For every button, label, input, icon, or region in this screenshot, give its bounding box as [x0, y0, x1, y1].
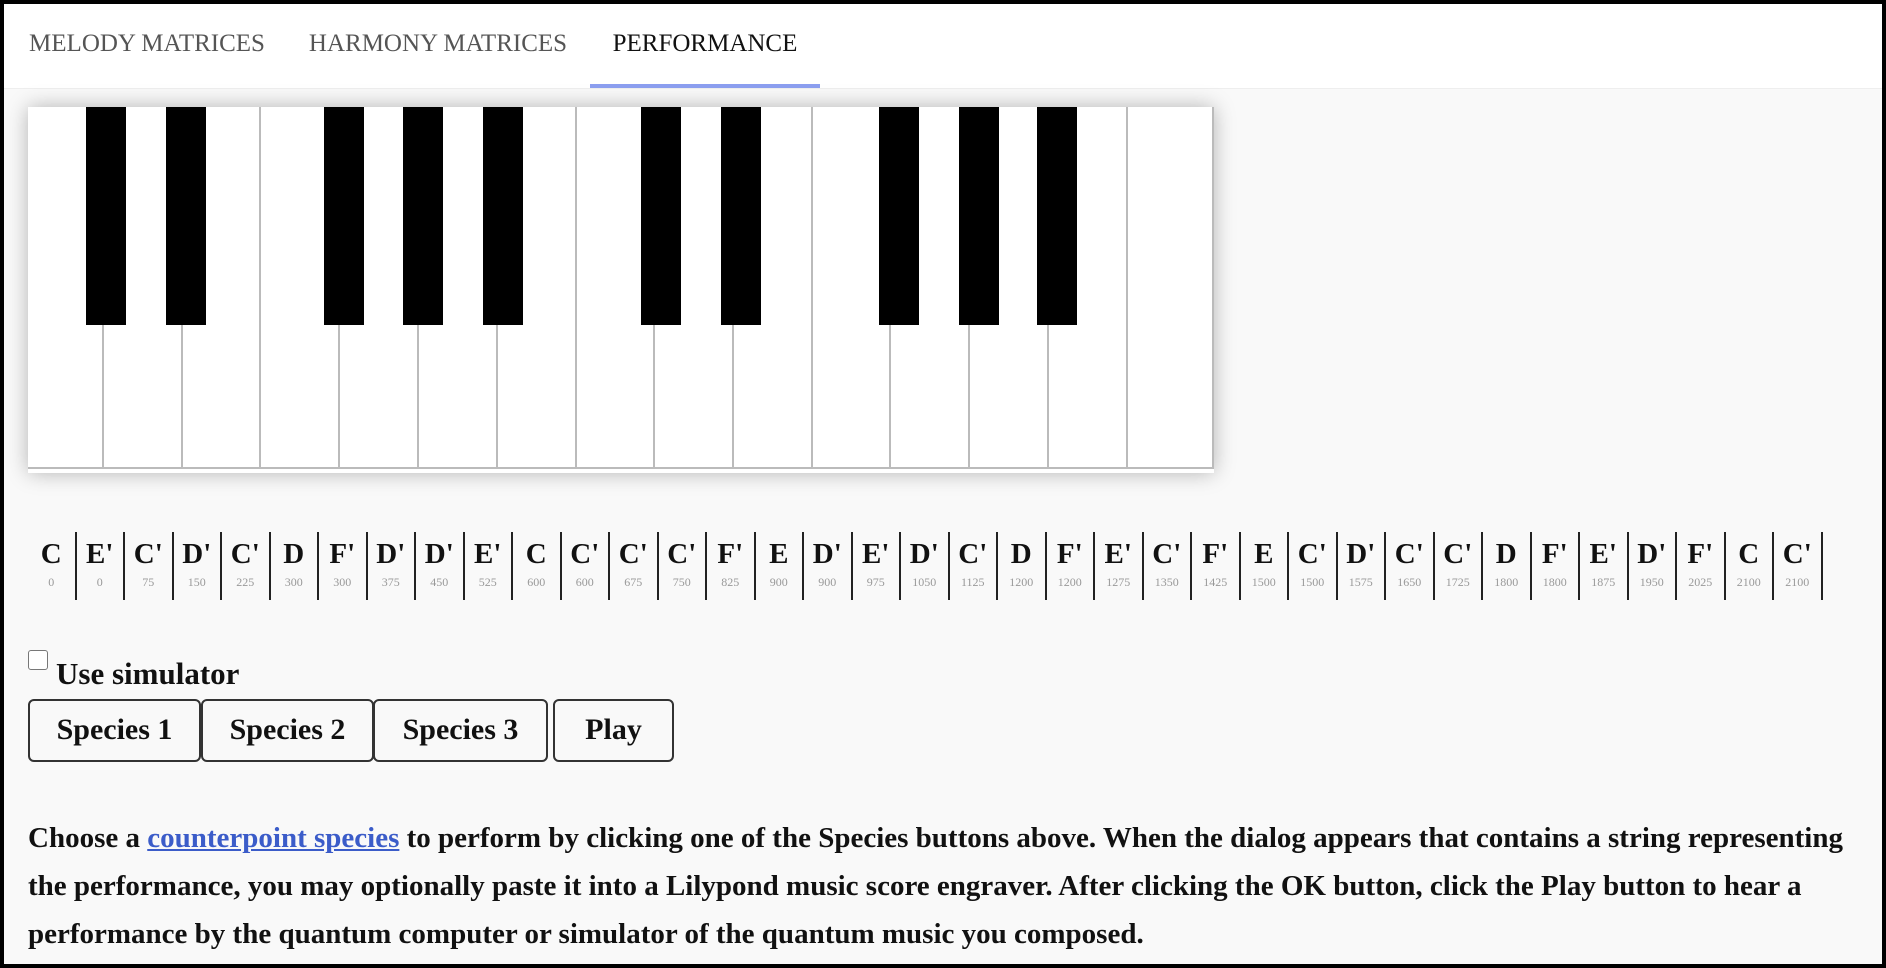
note-cell — [1532, 532, 1581, 600]
note-time: 1500 — [1251, 575, 1276, 589]
note-cell — [804, 532, 853, 600]
note-cell — [1047, 532, 1096, 600]
note-cell — [1095, 532, 1144, 600]
note-cell — [319, 532, 368, 600]
note-time: 150 — [187, 575, 206, 589]
play-button[interactable]: Play — [553, 699, 674, 762]
note-name: E' — [474, 538, 502, 570]
note-time: 1200 — [1057, 575, 1082, 589]
note-name: E' — [86, 538, 114, 570]
note-cell — [659, 532, 708, 600]
note-name: C' — [1152, 538, 1182, 570]
note-name: D — [1010, 538, 1032, 570]
note-time: 1425 — [1203, 575, 1228, 589]
note-name: D' — [909, 538, 939, 570]
note-name: D' — [1637, 538, 1667, 570]
note-time: 1725 — [1445, 575, 1470, 589]
note-time: 975 — [866, 575, 885, 589]
note-cell — [1774, 532, 1823, 600]
note-name: E' — [862, 538, 890, 570]
note-cell — [998, 532, 1047, 600]
note-time: 1275 — [1106, 575, 1131, 589]
instructions-text-start: Choose a — [28, 822, 148, 854]
note-name: C' — [1443, 538, 1473, 570]
use-simulator-label: Use simulator — [56, 656, 240, 691]
note-time: 1650 — [1397, 575, 1422, 589]
tab-bar — [4, 4, 1882, 89]
use-simulator-checkbox[interactable] — [28, 650, 48, 670]
black-key[interactable] — [959, 107, 999, 325]
note-time: 525 — [478, 575, 497, 589]
note-name: E — [769, 538, 789, 570]
black-key[interactable] — [166, 107, 206, 325]
black-key[interactable] — [721, 107, 761, 325]
note-time: 750 — [672, 575, 691, 589]
note-time: 1950 — [1639, 575, 1664, 589]
tab-harmony-matrices[interactable] — [300, 4, 576, 88]
black-key[interactable] — [641, 107, 681, 325]
note-time: 675 — [624, 575, 643, 589]
note-time: 1050 — [912, 575, 937, 589]
note-cell — [1386, 532, 1435, 600]
note-name: D' — [1346, 538, 1376, 570]
note-name: C' — [618, 538, 648, 570]
tab-melody-matrices[interactable] — [20, 4, 274, 88]
note-time: 1350 — [1154, 575, 1179, 589]
note-name: C' — [958, 538, 988, 570]
note-cell — [1289, 532, 1338, 600]
note-cell — [368, 532, 417, 600]
species-1-button[interactable]: Species 1 — [28, 699, 201, 762]
note-cell — [1241, 532, 1290, 600]
note-cell — [610, 532, 659, 600]
note-name: C' — [667, 538, 697, 570]
note-name: E' — [1104, 538, 1132, 570]
note-name: E — [1254, 538, 1274, 570]
note-time: 300 — [284, 575, 303, 589]
note-name: F' — [1202, 538, 1229, 570]
note-name: E' — [1589, 538, 1617, 570]
note-name: D' — [376, 538, 406, 570]
note-time: 1800 — [1494, 575, 1519, 589]
note-time: 1200 — [1009, 575, 1034, 589]
note-name: D' — [812, 538, 842, 570]
instructions-text-end: to perform by clicking one of the Species buttons above. When the dialog appears that contains a string representing the performance, you may optionally paste it into a Lilypond music score engraver. After clicking the OK button, click the Play button to hear a performance by the quantum computer or simulator of the quantum music you composed. — [28, 822, 1843, 950]
tab-label: MELODY MATRICES — [29, 30, 265, 57]
note-cell — [1483, 532, 1532, 600]
note-cell — [1192, 532, 1241, 600]
note-cell — [271, 532, 320, 600]
note-time: 900 — [818, 575, 837, 589]
tab-performance[interactable] — [590, 4, 820, 88]
note-time: 225 — [236, 575, 255, 589]
black-key[interactable] — [1037, 107, 1077, 325]
note-cell — [1338, 532, 1387, 600]
note-cell — [222, 532, 271, 600]
note-cell — [513, 532, 562, 600]
white-key[interactable] — [1128, 107, 1214, 469]
note-name: D — [283, 538, 305, 570]
note-cell — [950, 532, 999, 600]
note-time: 2100 — [1785, 575, 1810, 589]
note-name: F' — [329, 538, 356, 570]
note-time: 2025 — [1688, 575, 1713, 589]
note-time: 2100 — [1736, 575, 1761, 589]
note-cell — [416, 532, 465, 600]
note-name: D — [1495, 538, 1517, 570]
note-time: 825 — [721, 575, 740, 589]
note-name: D' — [424, 538, 454, 570]
note-cell — [756, 532, 805, 600]
note-cell — [28, 532, 77, 600]
black-key[interactable] — [403, 107, 443, 325]
note-time: 1800 — [1542, 575, 1567, 589]
note-time: 900 — [769, 575, 788, 589]
species-3-button[interactable]: Species 3 — [373, 699, 548, 762]
note-time: 1125 — [960, 575, 985, 589]
note-cell — [562, 532, 611, 600]
note-name: F' — [717, 538, 744, 570]
note-cell — [901, 532, 950, 600]
note-cell — [125, 532, 174, 600]
note-name: C — [40, 538, 62, 570]
tab-label: HARMONY MATRICES — [308, 30, 568, 57]
note-time: 1575 — [1348, 575, 1373, 589]
note-cell — [465, 532, 514, 600]
use-simulator-control[interactable] — [28, 648, 239, 692]
note-time: 450 — [430, 575, 449, 589]
note-name: C' — [230, 538, 260, 570]
note-time: 0 — [96, 575, 103, 589]
note-time: 300 — [333, 575, 352, 589]
note-name: C' — [133, 538, 163, 570]
species-2-button[interactable]: Species 2 — [201, 699, 374, 762]
piano-keyboard — [28, 107, 1214, 473]
note-time: 1875 — [1591, 575, 1616, 589]
black-key[interactable] — [324, 107, 364, 325]
note-cell — [707, 532, 756, 600]
note-cell — [174, 532, 223, 600]
note-name: C' — [570, 538, 600, 570]
note-cell — [1629, 532, 1678, 600]
counterpoint-species-link[interactable]: counterpoint species — [147, 822, 400, 854]
note-cell — [77, 532, 126, 600]
note-name: C — [1738, 538, 1760, 570]
note-name: F' — [1056, 538, 1083, 570]
note-time: 600 — [527, 575, 546, 589]
note-time: 75 — [142, 575, 155, 589]
note-cell — [1144, 532, 1193, 600]
note-name: C' — [1782, 538, 1812, 570]
note-name: C' — [1297, 538, 1327, 570]
black-key[interactable] — [86, 107, 126, 325]
black-key[interactable] — [879, 107, 919, 325]
active-tab-indicator — [590, 84, 820, 88]
note-time: 375 — [381, 575, 400, 589]
tab-label: PERFORMANCE — [612, 30, 798, 57]
note-time: 1500 — [1300, 575, 1325, 589]
black-key[interactable] — [483, 107, 523, 325]
note-cell — [1677, 532, 1726, 600]
note-cell — [1435, 532, 1484, 600]
note-name: F' — [1687, 538, 1714, 570]
note-name: D' — [182, 538, 212, 570]
note-time: 0 — [48, 575, 55, 589]
note-name: C — [525, 538, 547, 570]
note-time: 600 — [575, 575, 594, 589]
instructions-paragraph — [28, 814, 1868, 958]
note-cell — [853, 532, 902, 600]
note-name: C' — [1394, 538, 1424, 570]
note-name: F' — [1541, 538, 1568, 570]
note-cell — [1580, 532, 1629, 600]
note-cell — [1726, 532, 1775, 600]
